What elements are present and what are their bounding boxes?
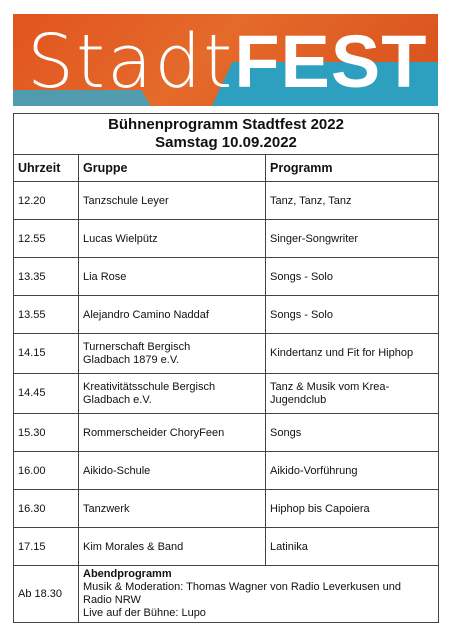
row-program <box>266 374 439 414</box>
row-group: Lucas Wielpütz <box>79 220 266 258</box>
row-group <box>79 374 266 414</box>
program-table <box>13 113 439 623</box>
row-time: 15.30 <box>14 414 79 452</box>
row-group: Tanzschule Leyer <box>79 182 266 220</box>
title-line-1: Bühnenprogramm Stadtfest 2022 <box>108 116 344 133</box>
header-time: Uhrzeit <box>14 155 79 182</box>
row-group: Aikido-Schule <box>79 452 266 490</box>
table-row <box>14 182 439 220</box>
row-program: Tanz, Tanz, Tanz <box>266 182 439 220</box>
row-group <box>79 334 266 374</box>
row-time: 16.30 <box>14 490 79 528</box>
row-program: Songs <box>266 414 439 452</box>
row-group-line-1: Kreativitätsschule Bergisch <box>83 380 216 393</box>
row-time: 14.45 <box>14 374 79 414</box>
table-row <box>14 374 439 414</box>
evening-row <box>14 566 439 623</box>
table-row <box>14 414 439 452</box>
table-row <box>14 528 439 566</box>
table-row <box>14 490 439 528</box>
header-program: Programm <box>266 155 439 182</box>
evening-details <box>79 566 439 623</box>
row-program: Aikido-Vorführung <box>266 452 439 490</box>
row-time: 13.35 <box>14 258 79 296</box>
table-row <box>14 220 439 258</box>
title-line-2: Samstag 10.09.2022 <box>155 134 297 151</box>
row-program: Hiphop bis Capoiera <box>266 490 439 528</box>
row-group: Tanzwerk <box>79 490 266 528</box>
title-row <box>14 114 439 155</box>
evening-time: Ab 18.30 <box>14 566 79 623</box>
logo-light-text: Stadt <box>27 19 235 105</box>
row-time: 13.55 <box>14 296 79 334</box>
evening-line-3: Live auf der Bühne: Lupo <box>83 607 206 619</box>
row-group: Lia Rose <box>79 258 266 296</box>
row-time: 17.15 <box>14 528 79 566</box>
table-row <box>14 334 439 374</box>
table-row <box>14 452 439 490</box>
row-time: 16.00 <box>14 452 79 490</box>
logo-bold-text: FEST <box>234 20 428 103</box>
row-group: Rommerscheider ChoryFeen <box>79 414 266 452</box>
evening-line-1: Musik & Moderation: Thomas Wagner von Radio Leverkusen und <box>83 581 401 593</box>
row-group-line-2: Gladbach 1879 e.V. <box>83 353 180 366</box>
row-program: Songs - Solo <box>266 258 439 296</box>
row-program: Latinika <box>266 528 439 566</box>
row-time: 12.20 <box>14 182 79 220</box>
table-row <box>14 258 439 296</box>
row-time: 12.55 <box>14 220 79 258</box>
row-program: Singer-Songwriter <box>266 220 439 258</box>
row-group-line-2: Gladbach e.V. <box>83 393 152 406</box>
row-group-line-1: Turnerschaft Bergisch <box>83 340 191 353</box>
row-program: Songs - Solo <box>266 296 439 334</box>
stadtfest-logo <box>27 19 428 105</box>
header-group: Gruppe <box>79 155 266 182</box>
row-group: Kim Morales & Band <box>79 528 266 566</box>
row-program-line-2: Jugendclub <box>270 393 327 406</box>
evening-line-2: Radio NRW <box>83 594 141 606</box>
row-time: 14.15 <box>14 334 79 374</box>
stadtfest-banner <box>13 14 438 106</box>
table-row <box>14 296 439 334</box>
program-title <box>14 114 439 155</box>
row-group: Alejandro Camino Naddaf <box>79 296 266 334</box>
evening-heading: Abendprogramm <box>83 568 172 580</box>
header-row <box>14 155 439 182</box>
row-program-line-1: Tanz & Musik vom Krea- <box>270 380 390 393</box>
row-program: Kindertanz und Fit for Hiphop <box>266 334 439 374</box>
